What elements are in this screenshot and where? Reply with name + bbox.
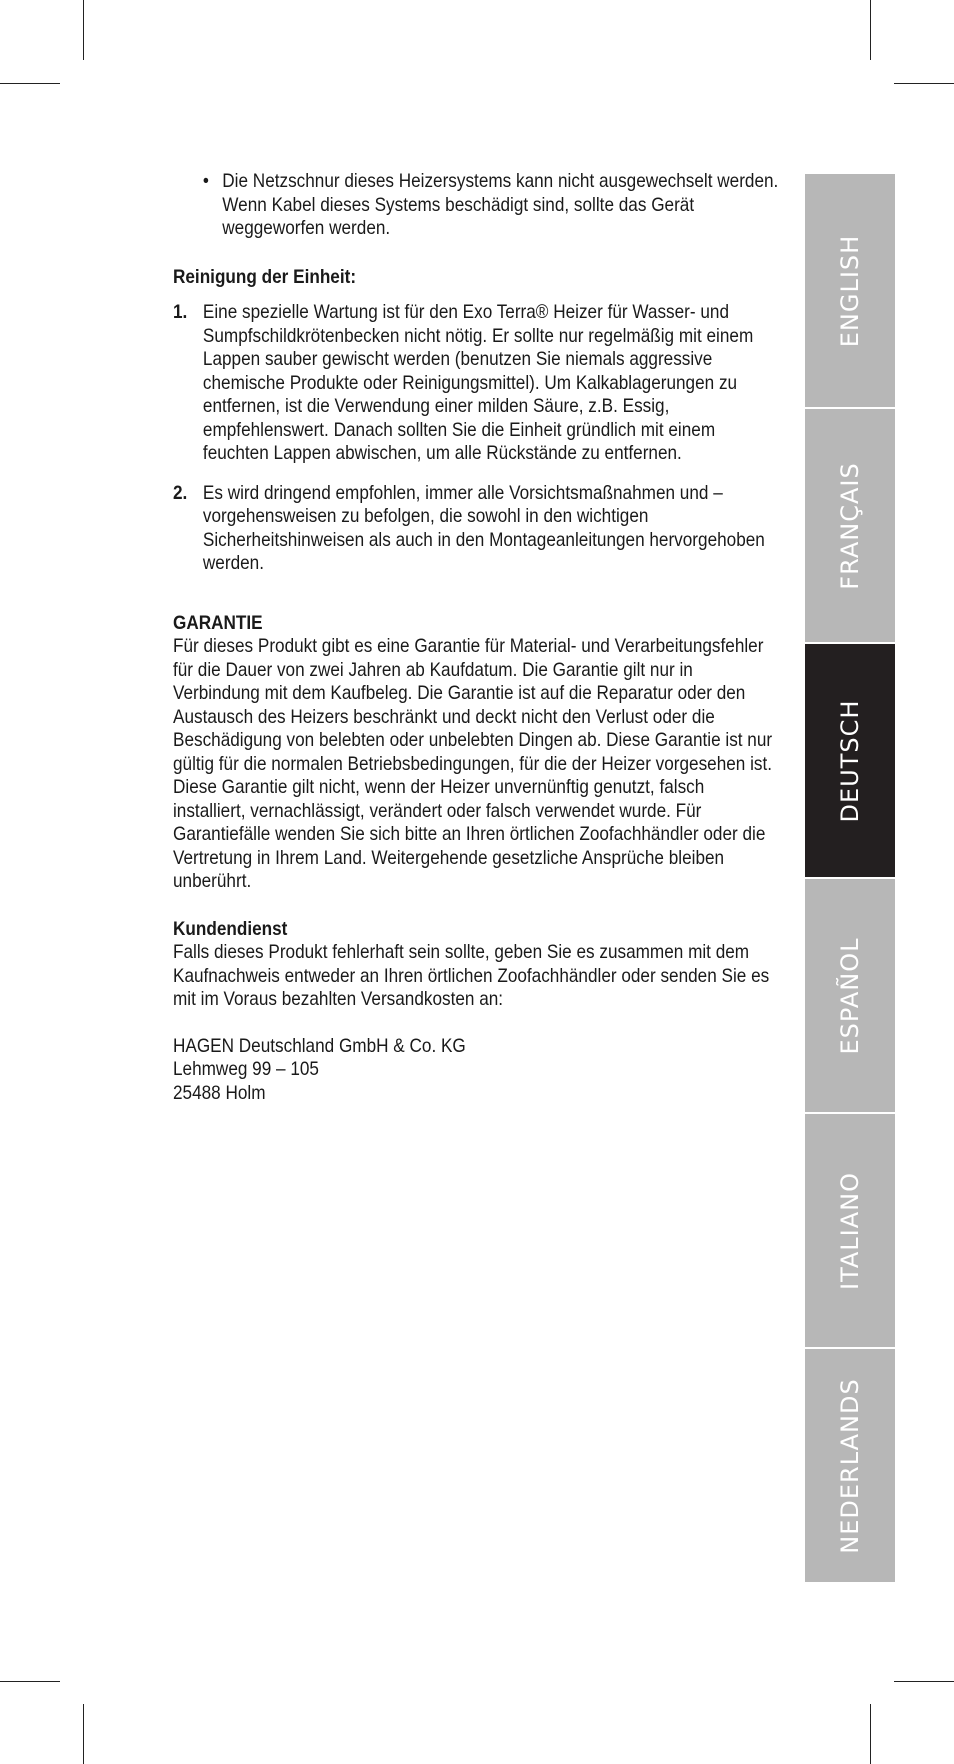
tab-espanol[interactable] [805,879,895,1114]
tab-italiano[interactable] [805,1114,895,1349]
crop-mark [870,1704,871,1764]
address-line: HAGEN Deutschland GmbH & Co. KG [173,1034,466,1057]
service-section [173,918,780,1106]
cleaning-heading: Reinigung der Einheit: [173,265,357,288]
crop-mark [0,83,60,84]
service-text: Falls dieses Produkt fehlerhaft sein sollte, geben Sie es zusammen mit dem Kaufnachweis entweder an Ihren örtlichen Zoofachhändler oder senden Sie es mit im Voraus bezahlten Versandkosten an: [173,941,770,1010]
crop-mark [0,1681,60,1682]
item-text: Es wird dringend empfohlen, immer alle Vorsichtsmaßnahmen und –vorgehensweisen zu befolgen, die sowohl in den wichtigen Sicherheitshinweisen als auch in den Montageanleitungen hervorgehoben werden. [202,481,765,574]
tab-label: DEUTSCH [836,699,864,822]
manual-content [173,170,780,1105]
warranty-text: Für dieses Produkt gibt es eine Garantie für Material- und Verarbeitungsfehler für die Dauer von zwei Jahren ab Kaufdatum. Die Garantie gilt nur in Verbindung mit dem Kaufbeleg. Die Garantie ist auf die Reparatur oder den Austausch des Heizers beschränkt und deckt nicht den Verlust oder die Beschädigung von belebten oder unbelebten Dingen ab. Diese Garantie ist nur gültig für die normalen Betriebsbedingungen, für die der Heizer vorgesehen ist. Diese Garantie gilt nicht, wenn der Heizer unvernünftig genutzt, falsch installiert, vernachlässigt, verändert oder falsch verwendet wurde. Für Garantiefälle wenden Sie sich bitte an Ihren örtlichen Zoofachhändler oder die Vertretung in Ihrem Land. Weitergehende gesetzliche Ansprüche bleiben unberührt. [173,635,773,892]
tab-label: NEDERLANDS [836,1377,864,1554]
tab-english[interactable] [805,174,895,409]
bullet-note [173,170,780,241]
crop-mark [894,1681,954,1682]
warranty-section [173,612,780,894]
bullet-note-text: Die Netzschnur dieses Heizersystems kann nicht ausgewechselt werden. Wenn Kabel dieses Systems beschädigt sind, sollte das Gerät weggeworfen werden. [222,170,779,239]
service-address [173,1035,780,1106]
numbered-item [173,301,780,466]
crop-mark [83,0,84,60]
item-number: 1. [173,301,188,323]
bullet-dot-icon: • [202,170,209,192]
warranty-heading: GARANTIE [173,611,263,634]
item-number: 2. [173,481,188,504]
service-heading: Kundendienst [173,917,288,940]
tab-label: ESPAÑOL [836,937,864,1054]
address-line: Lehmweg 99 – 105 [173,1058,319,1080]
address-line: 25488 Holm [173,1081,266,1104]
tab-label: FRANÇAIS [836,461,864,590]
tab-deutsch[interactable] [805,644,895,879]
numbered-item [173,482,780,576]
crop-mark [83,1704,84,1764]
crop-mark [894,83,954,84]
tab-francais[interactable] [805,409,895,644]
crop-mark [870,0,871,60]
language-tabs [805,174,895,1584]
tab-label: ENGLISH [836,234,864,347]
item-text: Eine spezielle Wartung ist für den Exo Terra® Heizer für Wasser- und Sumpfschildkrötenbecken nicht nötig. Er sollte nur regelmäßig mit einem Lappen sauber gewischt werden (benutzen Sie niemals aggressive chemische Produkte oder Reinigungsmittel). Um Kalkablagerungen zu entfernen, ist die Verwendung einer milden Säure, z.B. Essig, empfehlenswert. Danach sollten Sie die Einheit gründlich mit einem feuchten Lappen abwischen, um alle Rückstände zu entfernen. [202,301,754,464]
tab-label: ITALIANO [836,1171,864,1290]
tab-nederlands[interactable] [805,1349,895,1584]
